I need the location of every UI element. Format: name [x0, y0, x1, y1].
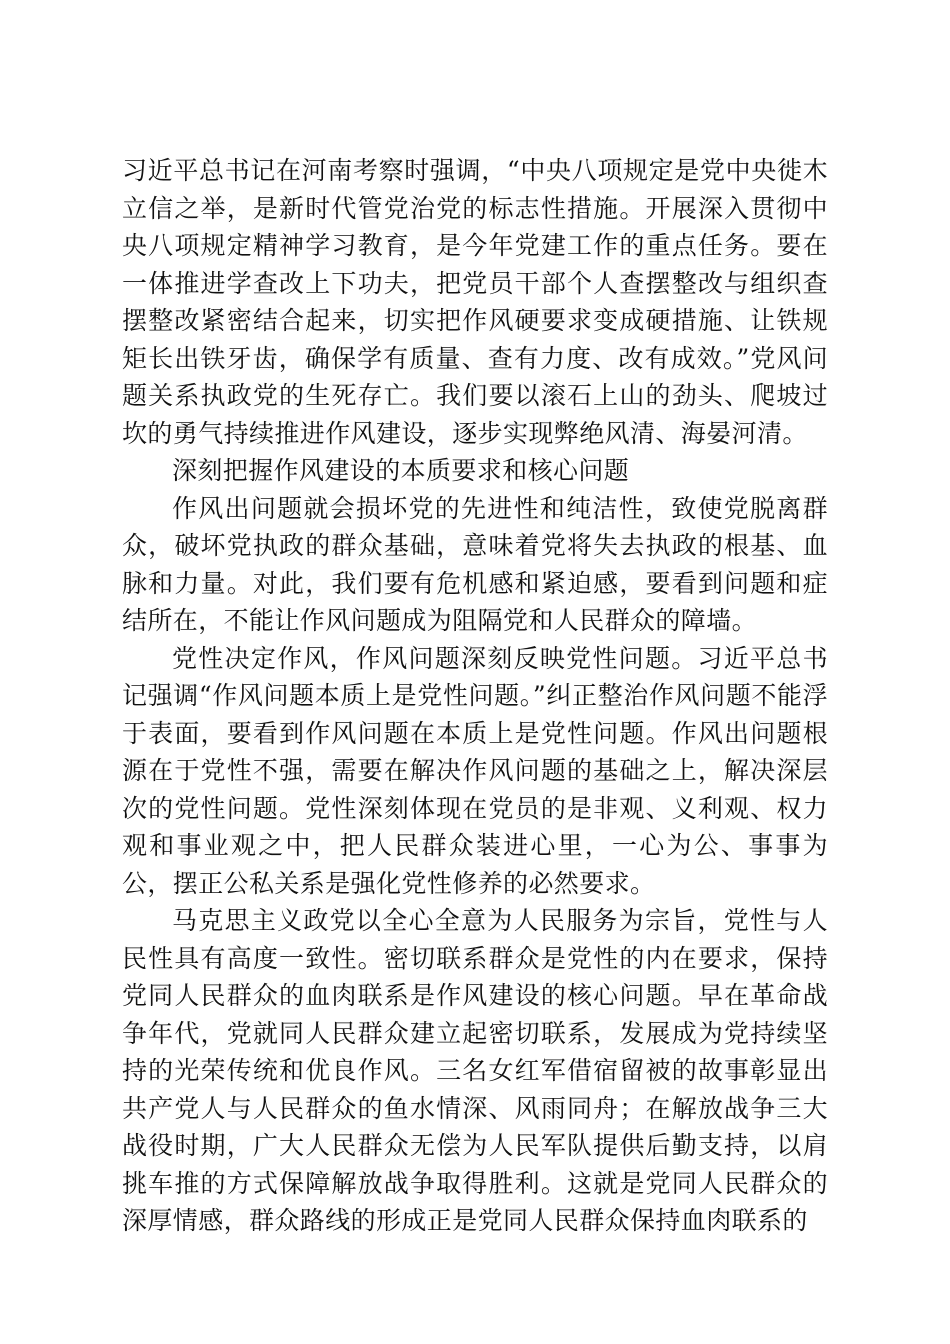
- document-page: [122, 152, 828, 1240]
- body-paragraph-3: 马克思主义政党以全心全意为人民服务为宗旨，党性与人民性具有高度一致性。密切联系群众是党性的内在要求，保持党同人民群众的血肉联系是作风建设的核心问题。早在革命战争年代，党就同人民群众建立起密切联系，发展成为党持续坚持的光荣传统和优良作风。三名女红军借宿留被的故事彰显出共产党人与人民群众的鱼水情深、风雨同舟；在解放战争三大战役时期，广大人民群众无偿为人民军队提供后勤支持，以肩挑车推的方式保障解放战争取得胜利。这就是党同人民群众的深厚情感，群众路线的形成正是党同人民群众保持血肉联系的: [122, 906, 828, 1235]
- intro-paragraph: 习近平总书记在河南考察时强调，“中央八项规定是党中央徙木立信之举，是新时代管党治党的标志性措施。开展深入贯彻中央八项规定精神学习教育，是今年党建工作的重点任务。要在一体推进学查改上下功夫，把党员干部个人查摆整改与组织查摆整改紧密结合起来，切实把作风硬要求变成硬措施、让铁规矩长出铁牙齿，确保学有质量、查有力度、改有成效。”党风问题关系执政党的生死存亡。我们要以滚石上山的劲头、爬坡过坎的勇气持续推进作风建设，逐步实现弊绝风清、海晏河清。: [122, 156, 828, 448]
- body-paragraph-1: 作风出问题就会损坏党的先进性和纯洁性，致使党脱离群众，破坏党执政的群众基础，意味着党将失去执政的根基、血脉和力量。对此，我们要有危机感和紧迫感，要看到问题和症结所在，不能让作风问题成为阻隔党和人民群众的障墙。: [122, 493, 828, 635]
- body-paragraph-2: 党性决定作风，作风问题深刻反映党性问题。习近平总书记强调“作风问题本质上是党性问题。”纠正整治作风问题不能浮于表面，要看到作风问题在本质上是党性问题。作风出问题根源在于党性不强，需要在解决作风问题的基础之上，解决深层次的党性问题。党性深刻体现在党员的是非观、义利观、权力观和事业观之中，把人民群众装进心里，一心为公、事事为公，摆正公私关系是强化党性修养的必然要求。: [122, 643, 828, 898]
- section-heading: 深刻把握作风建设的本质要求和核心问题: [172, 456, 630, 485]
